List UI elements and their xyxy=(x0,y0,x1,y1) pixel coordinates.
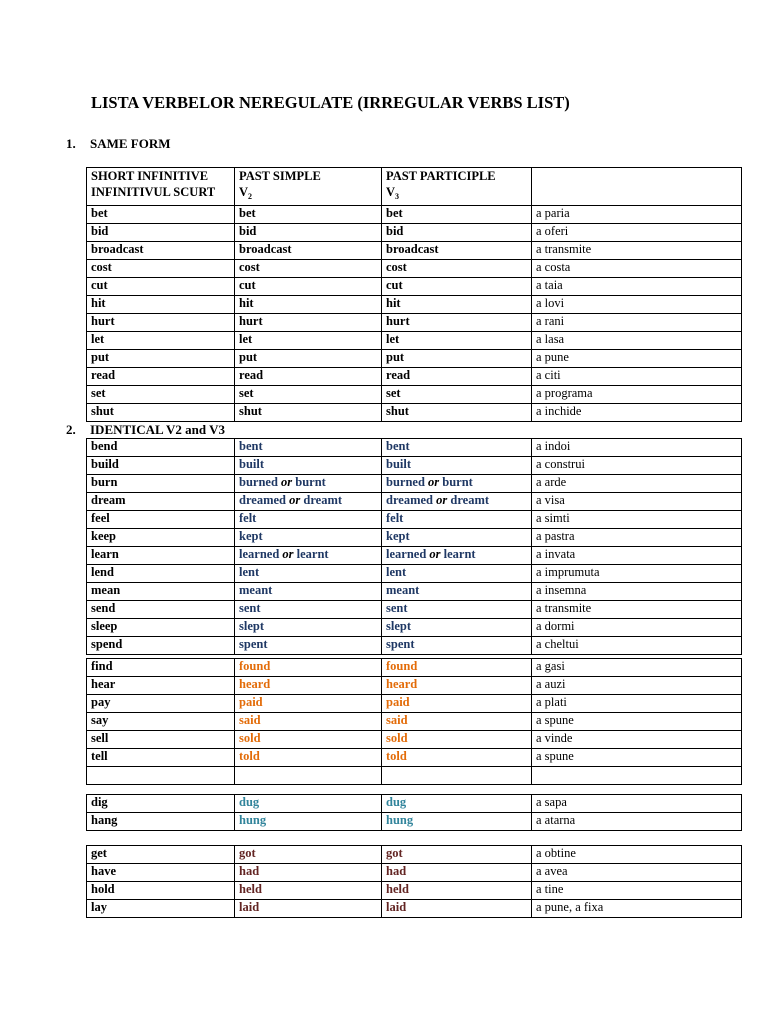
header-short-infinitive: SHORT INFINITIVE INFINITIVUL SCURT xyxy=(87,168,235,206)
infinitive-cell: burn xyxy=(87,475,235,493)
past-simple-cell: set xyxy=(235,386,382,404)
past-participle-cell: said xyxy=(382,713,532,731)
past-simple-cell: meant xyxy=(235,583,382,601)
infinitive-cell: tell xyxy=(87,749,235,767)
past-participle-cell: read xyxy=(382,368,532,386)
translation-cell: a spune xyxy=(532,713,742,731)
past-simple-cell: held xyxy=(235,882,382,900)
past-participle-cell: meant xyxy=(382,583,532,601)
translation-cell: a sapa xyxy=(532,795,742,813)
table-row xyxy=(87,795,742,813)
translation-cell: a obtine xyxy=(532,846,742,864)
translation-cell: a visa xyxy=(532,493,742,511)
past-participle-cell: burned or burnt xyxy=(382,475,532,493)
past-participle-cell: slept xyxy=(382,619,532,637)
past-simple-cell: broadcast xyxy=(235,242,382,260)
infinitive-cell: hear xyxy=(87,677,235,695)
infinitive-cell: lend xyxy=(87,565,235,583)
past-simple-cell: paid xyxy=(235,695,382,713)
table-row xyxy=(87,332,742,350)
translation-cell: a pastra xyxy=(532,529,742,547)
translation-cell: a tine xyxy=(532,882,742,900)
infinitive-cell: hold xyxy=(87,882,235,900)
table-row xyxy=(87,677,742,695)
empty-cell xyxy=(235,767,382,785)
past-participle-cell: set xyxy=(382,386,532,404)
past-participle-cell: hit xyxy=(382,296,532,314)
table-row xyxy=(87,864,742,882)
translation-cell: a rani xyxy=(532,314,742,332)
table-row xyxy=(87,846,742,864)
past-simple-cell: read xyxy=(235,368,382,386)
past-participle-cell: sent xyxy=(382,601,532,619)
infinitive-cell: have xyxy=(87,864,235,882)
table-row xyxy=(87,457,742,475)
infinitive-cell: dig xyxy=(87,795,235,813)
infinitive-cell: learn xyxy=(87,547,235,565)
table-row xyxy=(87,511,742,529)
section-label: SAME FORM xyxy=(90,136,171,151)
translation-cell: a programa xyxy=(532,386,742,404)
past-participle-cell: felt xyxy=(382,511,532,529)
past-participle-cell: had xyxy=(382,864,532,882)
infinitive-cell: let xyxy=(87,332,235,350)
past-participle-cell: heard xyxy=(382,677,532,695)
past-simple-cell: hung xyxy=(235,813,382,831)
past-participle-cell: dreamed or dreamt xyxy=(382,493,532,511)
empty-cell xyxy=(532,767,742,785)
translation-cell: a paria xyxy=(532,206,742,224)
infinitive-cell: find xyxy=(87,659,235,677)
past-participle-cell: built xyxy=(382,457,532,475)
infinitive-cell: build xyxy=(87,457,235,475)
translation-cell: a atarna xyxy=(532,813,742,831)
translation-cell: a lasa xyxy=(532,332,742,350)
past-simple-cell: dug xyxy=(235,795,382,813)
translation-cell: a vinde xyxy=(532,731,742,749)
past-participle-cell: sold xyxy=(382,731,532,749)
past-participle-cell: got xyxy=(382,846,532,864)
past-participle-cell: lent xyxy=(382,565,532,583)
past-participle-cell: held xyxy=(382,882,532,900)
past-simple-cell: shut xyxy=(235,404,382,422)
past-participle-cell: hung xyxy=(382,813,532,831)
section-number: 1. xyxy=(66,136,76,151)
translation-cell: a dormi xyxy=(532,619,742,637)
translation-cell: a taia xyxy=(532,278,742,296)
table-row xyxy=(87,637,742,655)
infinitive-cell: hit xyxy=(87,296,235,314)
infinitive-cell: lay xyxy=(87,900,235,918)
past-simple-cell: said xyxy=(235,713,382,731)
past-simple-cell: learned or learnt xyxy=(235,547,382,565)
header-past-participle: PAST PARTICIPLE $V_3$ xyxy=(382,168,532,206)
past-participle-cell: cut xyxy=(382,278,532,296)
past-participle-cell: hurt xyxy=(382,314,532,332)
translation-cell: a transmite xyxy=(532,601,742,619)
table-row xyxy=(87,601,742,619)
table-row xyxy=(87,731,742,749)
infinitive-cell: cost xyxy=(87,260,235,278)
past-simple-cell: heard xyxy=(235,677,382,695)
table-row xyxy=(87,242,742,260)
header-translation xyxy=(532,168,742,206)
table-row xyxy=(87,439,742,457)
past-simple-cell: built xyxy=(235,457,382,475)
infinitive-cell: send xyxy=(87,601,235,619)
table-row xyxy=(87,404,742,422)
infinitive-cell: set xyxy=(87,386,235,404)
table-row xyxy=(87,882,742,900)
table-row xyxy=(87,296,742,314)
past-simple-cell: put xyxy=(235,350,382,368)
past-simple-cell: burned or burnt xyxy=(235,475,382,493)
infinitive-cell: keep xyxy=(87,529,235,547)
infinitive-cell: bet xyxy=(87,206,235,224)
translation-cell: a insemna xyxy=(532,583,742,601)
past-simple-cell: bid xyxy=(235,224,382,242)
table-row xyxy=(87,529,742,547)
table-row-empty xyxy=(87,767,742,785)
page-title: LISTA VERBELOR NEREGULATE (IRREGULAR VERBS LIST) xyxy=(91,93,570,112)
infinitive-cell: hang xyxy=(87,813,235,831)
past-simple-cell: hurt xyxy=(235,314,382,332)
past-simple-cell: got xyxy=(235,846,382,864)
table-row xyxy=(87,386,742,404)
table-row xyxy=(87,224,742,242)
infinitive-cell: mean xyxy=(87,583,235,601)
past-participle-cell: let xyxy=(382,332,532,350)
identical-v2-v3-table-4 xyxy=(86,845,742,918)
table-row xyxy=(87,206,742,224)
table-row xyxy=(87,749,742,767)
past-simple-cell: told xyxy=(235,749,382,767)
past-participle-cell: cost xyxy=(382,260,532,278)
infinitive-cell: put xyxy=(87,350,235,368)
table-row xyxy=(87,659,742,677)
past-simple-cell: kept xyxy=(235,529,382,547)
table-row xyxy=(87,368,742,386)
translation-cell: a cheltui xyxy=(532,637,742,655)
infinitive-cell: hurt xyxy=(87,314,235,332)
translation-cell: a gasi xyxy=(532,659,742,677)
infinitive-cell: broadcast xyxy=(87,242,235,260)
section-number: 2. xyxy=(66,422,76,437)
infinitive-cell: cut xyxy=(87,278,235,296)
table-row xyxy=(87,350,742,368)
past-simple-cell: found xyxy=(235,659,382,677)
table-row xyxy=(87,713,742,731)
past-participle-cell: bent xyxy=(382,439,532,457)
translation-cell: a arde xyxy=(532,475,742,493)
identical-v2-v3-table-1 xyxy=(86,438,742,655)
identical-v2-v3-table-2 xyxy=(86,658,742,785)
past-simple-cell: hit xyxy=(235,296,382,314)
empty-cell xyxy=(87,767,235,785)
table-row xyxy=(87,565,742,583)
infinitive-cell: sleep xyxy=(87,619,235,637)
past-simple-cell: had xyxy=(235,864,382,882)
translation-cell: a citi xyxy=(532,368,742,386)
past-simple-cell: slept xyxy=(235,619,382,637)
empty-cell xyxy=(382,767,532,785)
table-row xyxy=(87,583,742,601)
infinitive-cell: sell xyxy=(87,731,235,749)
section-heading-identical-v2-v3 xyxy=(66,422,225,438)
infinitive-cell: feel xyxy=(87,511,235,529)
translation-cell: a lovi xyxy=(532,296,742,314)
table-row xyxy=(87,260,742,278)
past-simple-cell: sold xyxy=(235,731,382,749)
translation-cell: a spune xyxy=(532,749,742,767)
past-simple-cell: lent xyxy=(235,565,382,583)
past-participle-cell: laid xyxy=(382,900,532,918)
past-participle-cell: broadcast xyxy=(382,242,532,260)
translation-cell: a oferi xyxy=(532,224,742,242)
table-row xyxy=(87,314,742,332)
table-row xyxy=(87,278,742,296)
translation-cell: a pune, a fixa xyxy=(532,900,742,918)
past-participle-cell: put xyxy=(382,350,532,368)
past-simple-cell: let xyxy=(235,332,382,350)
past-simple-cell: dreamed or dreamt xyxy=(235,493,382,511)
table-row xyxy=(87,900,742,918)
infinitive-cell: bend xyxy=(87,439,235,457)
translation-cell: a pune xyxy=(532,350,742,368)
table-header-row xyxy=(87,168,742,206)
table-row xyxy=(87,695,742,713)
past-simple-cell: cut xyxy=(235,278,382,296)
past-simple-cell: sent xyxy=(235,601,382,619)
past-participle-cell: shut xyxy=(382,404,532,422)
translation-cell: a indoi xyxy=(532,439,742,457)
translation-cell: a avea xyxy=(532,864,742,882)
table-row xyxy=(87,813,742,831)
translation-cell: a costa xyxy=(532,260,742,278)
infinitive-cell: shut xyxy=(87,404,235,422)
translation-cell: a inchide xyxy=(532,404,742,422)
past-simple-cell: felt xyxy=(235,511,382,529)
infinitive-cell: get xyxy=(87,846,235,864)
infinitive-cell: pay xyxy=(87,695,235,713)
past-participle-cell: learned or learnt xyxy=(382,547,532,565)
past-participle-cell: bid xyxy=(382,224,532,242)
translation-cell: a simti xyxy=(532,511,742,529)
translation-cell: a invata xyxy=(532,547,742,565)
translation-cell: a imprumuta xyxy=(532,565,742,583)
infinitive-cell: read xyxy=(87,368,235,386)
same-form-table xyxy=(86,167,742,422)
translation-cell: a auzi xyxy=(532,677,742,695)
infinitive-cell: say xyxy=(87,713,235,731)
section-heading-same-form xyxy=(66,136,171,152)
past-participle-cell: dug xyxy=(382,795,532,813)
past-participle-cell: bet xyxy=(382,206,532,224)
section-label: IDENTICAL V2 and V3 xyxy=(90,422,225,437)
table-row xyxy=(87,547,742,565)
past-participle-cell: paid xyxy=(382,695,532,713)
table-row xyxy=(87,619,742,637)
header-past-simple: PAST SIMPLE $V_2$ xyxy=(235,168,382,206)
past-simple-cell: cost xyxy=(235,260,382,278)
past-simple-cell: laid xyxy=(235,900,382,918)
past-simple-cell: spent xyxy=(235,637,382,655)
identical-v2-v3-table-3 xyxy=(86,794,742,831)
translation-cell: a construi xyxy=(532,457,742,475)
translation-cell: a transmite xyxy=(532,242,742,260)
infinitive-cell: spend xyxy=(87,637,235,655)
table-row xyxy=(87,475,742,493)
past-simple-cell: bet xyxy=(235,206,382,224)
table-row xyxy=(87,493,742,511)
past-participle-cell: kept xyxy=(382,529,532,547)
past-participle-cell: told xyxy=(382,749,532,767)
past-participle-cell: spent xyxy=(382,637,532,655)
past-participle-cell: found xyxy=(382,659,532,677)
translation-cell: a plati xyxy=(532,695,742,713)
infinitive-cell: dream xyxy=(87,493,235,511)
past-simple-cell: bent xyxy=(235,439,382,457)
infinitive-cell: bid xyxy=(87,224,235,242)
